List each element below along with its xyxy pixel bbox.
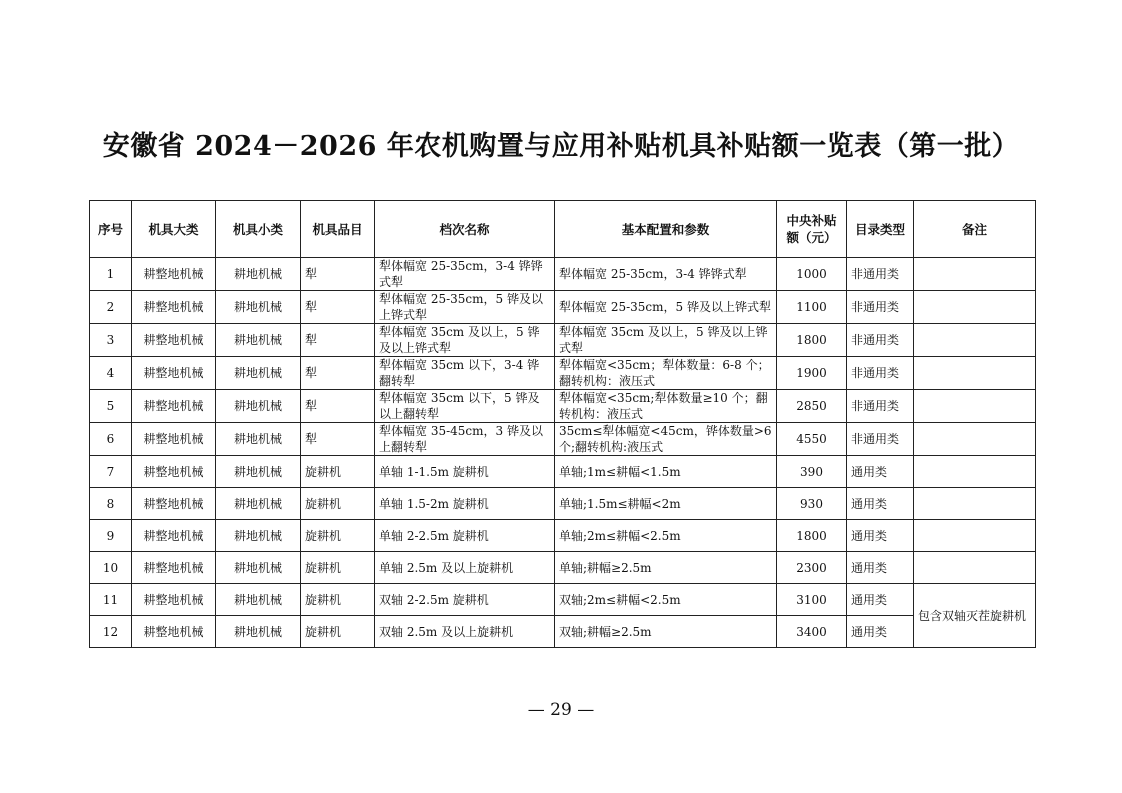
cell-item: 旋耕机 <box>301 552 375 584</box>
cell-category: 耕整地机械 <box>132 324 216 357</box>
cell-seq: 1 <box>90 258 132 291</box>
header-item: 机具品目 <box>301 201 375 258</box>
cell-note <box>914 390 1036 423</box>
header-config: 基本配置和参数 <box>555 201 777 258</box>
cell-subsidy: 1800 <box>777 520 847 552</box>
cell-catalog: 非通用类 <box>847 324 914 357</box>
table-row <box>90 584 1036 616</box>
cell-subcategory: 耕地机械 <box>216 390 301 423</box>
cell-catalog: 非通用类 <box>847 291 914 324</box>
cell-category: 耕整地机械 <box>132 423 216 456</box>
cell-note <box>914 423 1036 456</box>
cell-catalog: 非通用类 <box>847 423 914 456</box>
cell-catalog: 非通用类 <box>847 357 914 390</box>
cell-config: 双轴;耕幅≥2.5m <box>555 616 777 648</box>
cell-item: 旋耕机 <box>301 584 375 616</box>
cell-grade: 单轴 1-1.5m 旋耕机 <box>375 456 555 488</box>
header-grade: 档次名称 <box>375 201 555 258</box>
cell-note-merged: 包含双轴灭茬旋耕机 <box>914 584 1036 648</box>
cell-subsidy: 2850 <box>777 390 847 423</box>
cell-config: 犁体幅宽<35cm；犁体数量：6-8 个；翻转机构：液压式 <box>555 357 777 390</box>
cell-config: 35cm≤犁体幅宽<45cm，铧体数量>6 个;翻转机构:液压式 <box>555 423 777 456</box>
cell-subcategory: 耕地机械 <box>216 616 301 648</box>
table-row <box>90 258 1036 291</box>
table-row <box>90 390 1036 423</box>
cell-grade: 单轴 2.5m 及以上旋耕机 <box>375 552 555 584</box>
cell-seq: 4 <box>90 357 132 390</box>
cell-subsidy: 930 <box>777 488 847 520</box>
cell-note <box>914 552 1036 584</box>
cell-item: 犁 <box>301 324 375 357</box>
cell-item: 犁 <box>301 390 375 423</box>
cell-grade: 双轴 2-2.5m 旋耕机 <box>375 584 555 616</box>
cell-config: 单轴;1m≤耕幅<1.5m <box>555 456 777 488</box>
cell-subsidy: 1900 <box>777 357 847 390</box>
cell-category: 耕整地机械 <box>132 616 216 648</box>
cell-item: 旋耕机 <box>301 456 375 488</box>
cell-seq: 8 <box>90 488 132 520</box>
cell-catalog: 非通用类 <box>847 390 914 423</box>
table-row <box>90 488 1036 520</box>
header-subcategory: 机具小类 <box>216 201 301 258</box>
cell-seq: 3 <box>90 324 132 357</box>
cell-item: 旋耕机 <box>301 616 375 648</box>
table-row <box>90 616 1036 648</box>
cell-note <box>914 258 1036 291</box>
table-row <box>90 324 1036 357</box>
cell-seq: 11 <box>90 584 132 616</box>
cell-catalog: 通用类 <box>847 616 914 648</box>
cell-subcategory: 耕地机械 <box>216 357 301 390</box>
cell-category: 耕整地机械 <box>132 552 216 584</box>
cell-grade: 犁体幅宽 25-35cm，5 铧及以上铧式犁 <box>375 291 555 324</box>
cell-category: 耕整地机械 <box>132 584 216 616</box>
cell-catalog: 通用类 <box>847 520 914 552</box>
cell-subcategory: 耕地机械 <box>216 291 301 324</box>
table-row <box>90 456 1036 488</box>
cell-subcategory: 耕地机械 <box>216 456 301 488</box>
cell-grade: 单轴 2-2.5m 旋耕机 <box>375 520 555 552</box>
cell-subsidy: 1800 <box>777 324 847 357</box>
cell-item: 旋耕机 <box>301 520 375 552</box>
cell-note <box>914 291 1036 324</box>
table-row <box>90 291 1036 324</box>
cell-catalog: 通用类 <box>847 488 914 520</box>
cell-note <box>914 324 1036 357</box>
cell-config: 犁体幅宽 25-35cm，3-4 铧铧式犁 <box>555 258 777 291</box>
cell-item: 旋耕机 <box>301 488 375 520</box>
cell-subcategory: 耕地机械 <box>216 423 301 456</box>
cell-category: 耕整地机械 <box>132 291 216 324</box>
cell-item: 犁 <box>301 423 375 456</box>
table-header-row <box>90 201 1036 258</box>
cell-subcategory: 耕地机械 <box>216 552 301 584</box>
subsidy-table <box>89 200 1036 648</box>
cell-grade: 双轴 2.5m 及以上旋耕机 <box>375 616 555 648</box>
cell-subsidy: 3100 <box>777 584 847 616</box>
cell-seq: 5 <box>90 390 132 423</box>
cell-subsidy: 1000 <box>777 258 847 291</box>
cell-catalog: 通用类 <box>847 456 914 488</box>
cell-category: 耕整地机械 <box>132 357 216 390</box>
cell-category: 耕整地机械 <box>132 488 216 520</box>
cell-subcategory: 耕地机械 <box>216 324 301 357</box>
cell-seq: 6 <box>90 423 132 456</box>
cell-grade: 犁体幅宽 25-35cm，3-4 铧铧式犁 <box>375 258 555 291</box>
cell-category: 耕整地机械 <box>132 258 216 291</box>
cell-category: 耕整地机械 <box>132 520 216 552</box>
table-row <box>90 520 1036 552</box>
page-number: — 29 — <box>527 700 595 720</box>
cell-seq: 2 <box>90 291 132 324</box>
cell-subsidy: 4550 <box>777 423 847 456</box>
cell-subcategory: 耕地机械 <box>216 520 301 552</box>
cell-subcategory: 耕地机械 <box>216 258 301 291</box>
cell-subsidy: 3400 <box>777 616 847 648</box>
cell-note <box>914 520 1036 552</box>
cell-note <box>914 357 1036 390</box>
header-catalog: 目录类型 <box>847 201 914 258</box>
cell-config: 单轴;耕幅≥2.5m <box>555 552 777 584</box>
cell-config: 犁体幅宽 35cm 及以上，5 铧及以上铧式犁 <box>555 324 777 357</box>
cell-config: 单轴;1.5m≤耕幅<2m <box>555 488 777 520</box>
cell-note <box>914 488 1036 520</box>
header-note: 备注 <box>914 201 1036 258</box>
header-seq: 序号 <box>90 201 132 258</box>
cell-subsidy: 390 <box>777 456 847 488</box>
cell-grade: 犁体幅宽 35cm 以下，3-4 铧翻转犁 <box>375 357 555 390</box>
cell-item: 犁 <box>301 258 375 291</box>
cell-catalog: 通用类 <box>847 552 914 584</box>
cell-catalog: 通用类 <box>847 584 914 616</box>
cell-subsidy: 2300 <box>777 552 847 584</box>
cell-seq: 12 <box>90 616 132 648</box>
cell-subcategory: 耕地机械 <box>216 488 301 520</box>
cell-category: 耕整地机械 <box>132 456 216 488</box>
cell-seq: 10 <box>90 552 132 584</box>
cell-seq: 9 <box>90 520 132 552</box>
cell-category: 耕整地机械 <box>132 390 216 423</box>
cell-subcategory: 耕地机械 <box>216 584 301 616</box>
cell-config: 双轴;2m≤耕幅<2.5m <box>555 584 777 616</box>
cell-grade: 犁体幅宽 35cm 以下，5 铧及以上翻转犁 <box>375 390 555 423</box>
cell-note <box>914 456 1036 488</box>
cell-grade: 单轴 1.5-2m 旋耕机 <box>375 488 555 520</box>
cell-grade: 犁体幅宽 35-45cm，3 铧及以上翻转犁 <box>375 423 555 456</box>
table-body <box>90 258 1036 648</box>
cell-catalog: 非通用类 <box>847 258 914 291</box>
cell-config: 犁体幅宽 25-35cm，5 铧及以上铧式犁 <box>555 291 777 324</box>
cell-config: 犁体幅宽<35cm;犁体数量≥10 个；翻转机构：液压式 <box>555 390 777 423</box>
table-row <box>90 552 1036 584</box>
cell-subsidy: 1100 <box>777 291 847 324</box>
cell-item: 犁 <box>301 357 375 390</box>
table-row <box>90 357 1036 390</box>
cell-config: 单轴;2m≤耕幅<2.5m <box>555 520 777 552</box>
cell-grade: 犁体幅宽 35cm 及以上，5 铧及以上铧式犁 <box>375 324 555 357</box>
cell-seq: 7 <box>90 456 132 488</box>
header-category: 机具大类 <box>132 201 216 258</box>
document-title: 安徽省 2024－2026 年农机购置与应用补贴机具补贴额一览表（第一批） <box>102 131 1020 162</box>
header-subsidy: 中央补贴额（元） <box>777 201 847 258</box>
table-row <box>90 423 1036 456</box>
cell-item: 犁 <box>301 291 375 324</box>
